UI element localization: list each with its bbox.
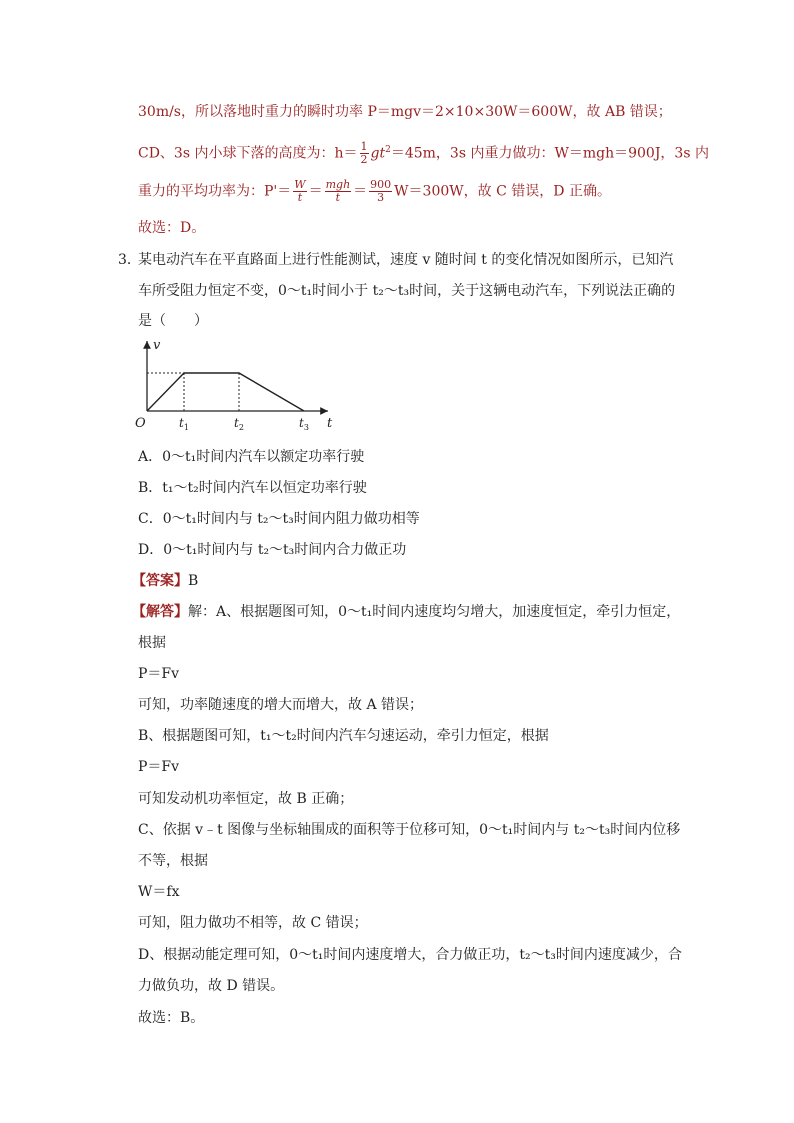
solution-line-14: 故选：B。: [138, 1010, 205, 1026]
prev-solution-line-1: 30m/s，所以落地时重力的瞬时功率 P＝mgv＝2×10×30W＝600W，故 AB 错误；: [138, 104, 672, 120]
answer-line: [132, 571, 198, 591]
solution-line-1: 【解答】解：A、根据题图可知，0～t₁时间内速度均匀增大，加速度恒定，牵引力恒定，: [132, 604, 681, 620]
solution-line-4: 可知，功率随速度的增大而增大，故 A 错误；: [138, 697, 424, 713]
fraction-mgh-over-t: $\frac{\text{mgh}}{t}$: [325, 178, 351, 204]
solution-line-12: D、根据动能定理可知，0～t₁时间内速度增大，合力做正功，t₂～t₃时间内速度减少，合: [138, 947, 682, 963]
question-number: 3．: [118, 252, 141, 268]
velocity-curve: [147, 373, 304, 411]
origin-label: O: [135, 416, 146, 431]
solution-line-3: P＝Fv: [138, 666, 180, 682]
solution-line-9: 不等，根据: [138, 853, 208, 869]
solution-label: 【解答】: [132, 604, 188, 620]
fraction-900-over-3: $\frac{900}{3}$: [370, 178, 392, 204]
answer-label: 【答案】: [132, 573, 188, 589]
question-stem-line-1: 某电动汽车在平直路面上进行性能测试，速度 v 随时间 t 的变化情况如图所示，已知汽: [138, 252, 674, 268]
prev-solution-select: 故选：D。: [138, 220, 206, 236]
solution-line-8: C、依据 v﹣t 图像与坐标轴围成的面积等于位移可知，0～t₁时间内与 t₂～t₃时间内位移: [138, 822, 681, 838]
solution-line-5: B、根据题图可知，t₁～t₂时间内汽车匀速运动，牵引力恒定，根据: [138, 728, 549, 744]
option-c: C．0～t₁时间内与 t₂～t₃时间内阻力做功相等: [138, 511, 420, 527]
question-stem-line-3: 是（ ）: [138, 313, 208, 329]
option-d: D．0～t₁时间内与 t₂～t₃时间内合力做正功: [138, 542, 407, 558]
t1-label: $t_1$: [179, 416, 189, 432]
solution-line-6: P＝Fv: [138, 759, 180, 775]
x-axis-label: t: [327, 416, 333, 431]
solution-line-11: 可知，阻力做功不相等，故 C 错误；: [138, 915, 368, 931]
y-axis-label: v: [153, 338, 161, 353]
solution-line-10: W＝fx: [138, 884, 180, 900]
option-b: B．t₁～t₂时间内汽车以恒定功率行驶: [138, 480, 367, 496]
prev-solution-line-3: 重力的平均功率为：P'＝ $\frac{W}{t}$ ＝ $\frac{\text{mgh}}{t}$ ＝ $\frac{900}{3}$ W＝300W，故 C 错误，D 正确。: [138, 178, 611, 204]
fraction-half: $\frac{1}{2}$: [360, 140, 368, 167]
velocity-time-graph: [132, 335, 347, 435]
question-stem-line-2: 车所受阻力恒定不变，0～t₁时间小于 t₂～t₃时间，关于这辆电动汽车，下列说法正确的: [138, 283, 676, 299]
option-a: A．0～t₁时间内汽车以额定功率行驶: [138, 449, 365, 465]
prev-solution-line-2: CD、3s 内小球下落的高度为：h＝ $\frac{1}{2}$ $gt^2=45m$，3s 内重力做功：W＝mgh＝900J，3s 内: [138, 140, 709, 167]
t3-label: $t_3$: [299, 416, 309, 432]
t2-label: $t_2$: [234, 416, 244, 432]
answer-value: B: [188, 573, 199, 589]
solution-line-7: 可知发动机功率恒定，故 B 正确；: [138, 791, 354, 807]
fraction-w-over-t: $\frac{W}{t}$: [294, 178, 306, 204]
solution-line-2: 根据: [138, 635, 166, 651]
solution-line-13: 力做负功，故 D 错误。: [138, 978, 285, 994]
